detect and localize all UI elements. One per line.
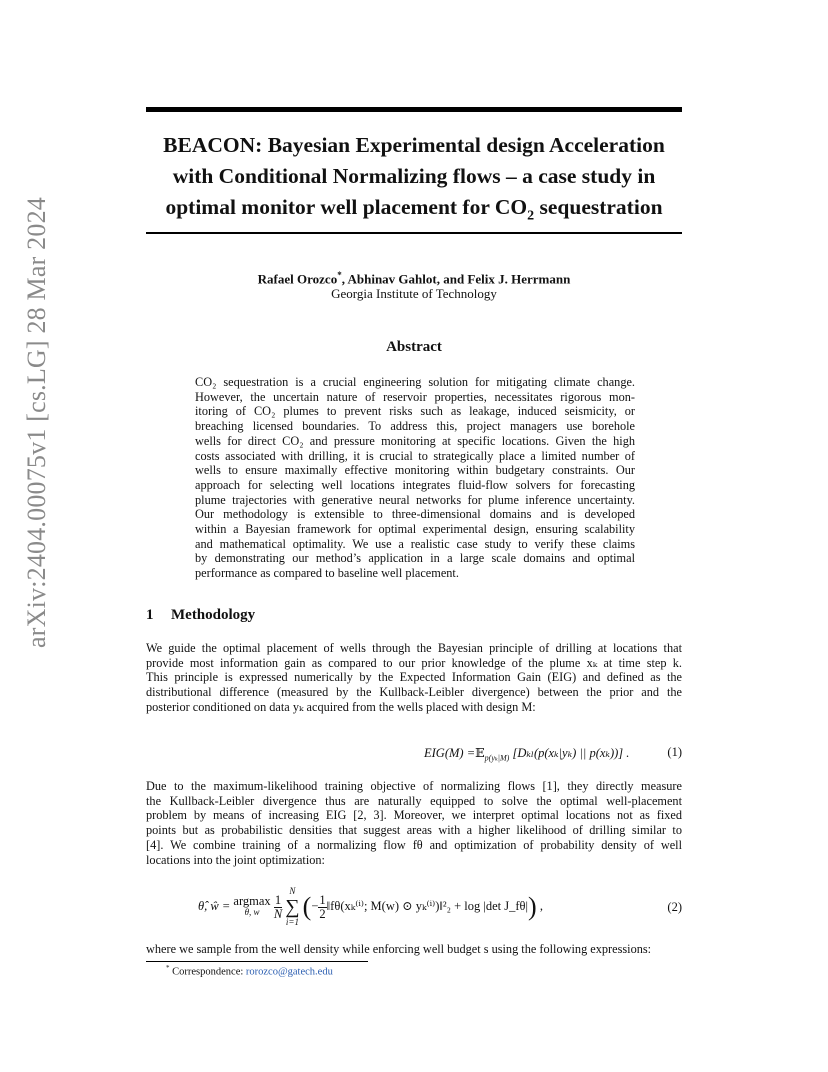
paragraph-line: We guide the optimal placement of wells through the Bayesian principle of drilling at locations that xyxy=(146,641,682,655)
paragraph-line: [4]. We combine training of a normalizing flow fθ and optimization of probability density of well xyxy=(146,837,682,852)
abstract-line: wells for direct CO₂ and pressure monitoring at specific locations. Given the high xyxy=(195,433,635,448)
footnote-rule xyxy=(146,961,368,962)
equation-2-body: θ̂, ŵ = argmax θ, w $\frac{1}{N}$ N ∑ i=1 (− $\frac{1}{2}$ ‖fθ(xₖ⁽ⁱ⁾; M(w) ⊙ yₖ⁽ⁱ⁾)‖²₂ + log |det J_fθ|) , xyxy=(198,886,543,927)
paragraph-line: This principle is expressed numerically by the Expected Information Gain (EIG) and defined as the xyxy=(146,670,682,685)
abstract-line: within a Bayesian framework for optimal experimental design, ensuring scalability xyxy=(195,522,635,537)
paragraph-line: Due to the maximum-likelihood training objective of normalizing flows [1], they directly measure xyxy=(146,779,682,793)
correspondence-email-link[interactable]: rorozco@gatech.edu xyxy=(245,966,333,978)
abstract-line: Our methodology is extensible to three-dimensional domains and is developed xyxy=(195,507,635,522)
paragraph-2 xyxy=(146,779,682,867)
title-bottom-rule xyxy=(146,232,682,234)
equation-2 xyxy=(146,880,682,928)
abstract-line: approach for selecting well locations integrates fluid-flow solvers for forecasting xyxy=(195,477,635,492)
paragraph-line: provide most information gain as compared to our prior knowledge of the plume xₖ at time step k. xyxy=(146,655,682,670)
arxiv-identifier: arXiv:2404.00075v1 [cs.LG] 28 Mar 2024 xyxy=(22,197,51,648)
abstract-line: costs associated with drilling, it is crucial to strategically place a limited number of xyxy=(195,448,635,463)
abstract-line: performance as compared to baseline well placement. xyxy=(195,566,459,581)
equation-1 xyxy=(146,745,682,763)
paragraph-line: problem by means of increasing EIG [2, 3]. Moreover, we interpret optimal locations not as fixed xyxy=(146,808,682,823)
abstract-body xyxy=(195,375,635,581)
abstract-line: and mathematical optimality. We use a realistic case study to verify these claims xyxy=(195,536,635,551)
title-line-2: with Conditional Normalizing flows – a case study in xyxy=(172,164,656,188)
section-heading xyxy=(146,607,255,624)
paragraph-3 xyxy=(146,942,682,957)
abstract-heading: Abstract xyxy=(386,339,442,355)
abstract-line: However, the uncertain nature of reservoir properties, necessitates rigorous mon- xyxy=(195,389,635,404)
section-title: Methodology xyxy=(171,607,256,623)
equation-1-number: (1) xyxy=(667,745,682,759)
footnote-label: Correspondence: xyxy=(172,966,246,978)
title-top-rule xyxy=(146,107,682,112)
paragraph-line: the Kullback-Leibler divergence thus are naturally equipped to solve the optimal well-placement xyxy=(146,793,682,808)
footnote xyxy=(166,964,333,978)
abstract-line: plume trajectories with generative neural networks for plume inference uncertainty. xyxy=(195,492,635,507)
other-authors: , Abhinav Gahlot, and Felix J. Herrmann xyxy=(341,271,571,287)
abstract-line: wells to ensure maximally effective monitoring within budgetary constraints. Our xyxy=(195,463,635,478)
paragraph-line: posterior conditioned on data yₖ acquired from the wells placed with design M: xyxy=(146,699,536,714)
title-line-3: optimal monitor well placement for $CO_2$ sequestration xyxy=(165,195,663,224)
paragraph-line: distributional difference (measured by the Kullback-Leibler divergence) between the prior and the xyxy=(146,685,682,700)
affiliation: Georgia Institute of Technology xyxy=(331,286,497,301)
arxiv-sidebar xyxy=(10,197,60,648)
paragraph-line: where we sample from the well density while enforcing well budget s using the following expressions: xyxy=(146,942,652,956)
paragraph-line: points but as probabilistic densities that suggest areas with a higher likelihood of drilling similar to xyxy=(146,823,682,838)
paragraph-line: locations into the joint optimization: xyxy=(146,852,325,867)
footnote-mark: * xyxy=(166,964,170,972)
title-line-1: BEACON: Bayesian Experimental design Acceleration xyxy=(163,133,665,157)
paper-title xyxy=(146,130,682,231)
paragraph-1 xyxy=(146,641,682,715)
equation-2-number: (2) xyxy=(667,900,682,914)
section-number: 1 xyxy=(146,607,154,623)
first-author: Rafael Orozco xyxy=(257,271,338,287)
correspondence-mark: * xyxy=(337,270,342,280)
abstract-line: CO₂ sequestration is a crucial engineering solution for mitigating climate change. xyxy=(195,375,635,389)
abstract-line: itoring of CO₂ plumes to prevent risks such as leakage, induced seismicity, or xyxy=(195,404,635,419)
equation-1-body: EIG(M) =𝔼$_{p(y_k|M)}$ [Dₖₗ(p(xₖ|yₖ) || p(xₖ))] . xyxy=(424,746,630,763)
abstract-line: by demonstrating our method’s application in a large scale domains and optimal xyxy=(195,551,635,566)
author-list xyxy=(146,270,682,287)
abstract-line: breaching licensed boundaries. To address this, project managers use borehole xyxy=(195,419,635,434)
